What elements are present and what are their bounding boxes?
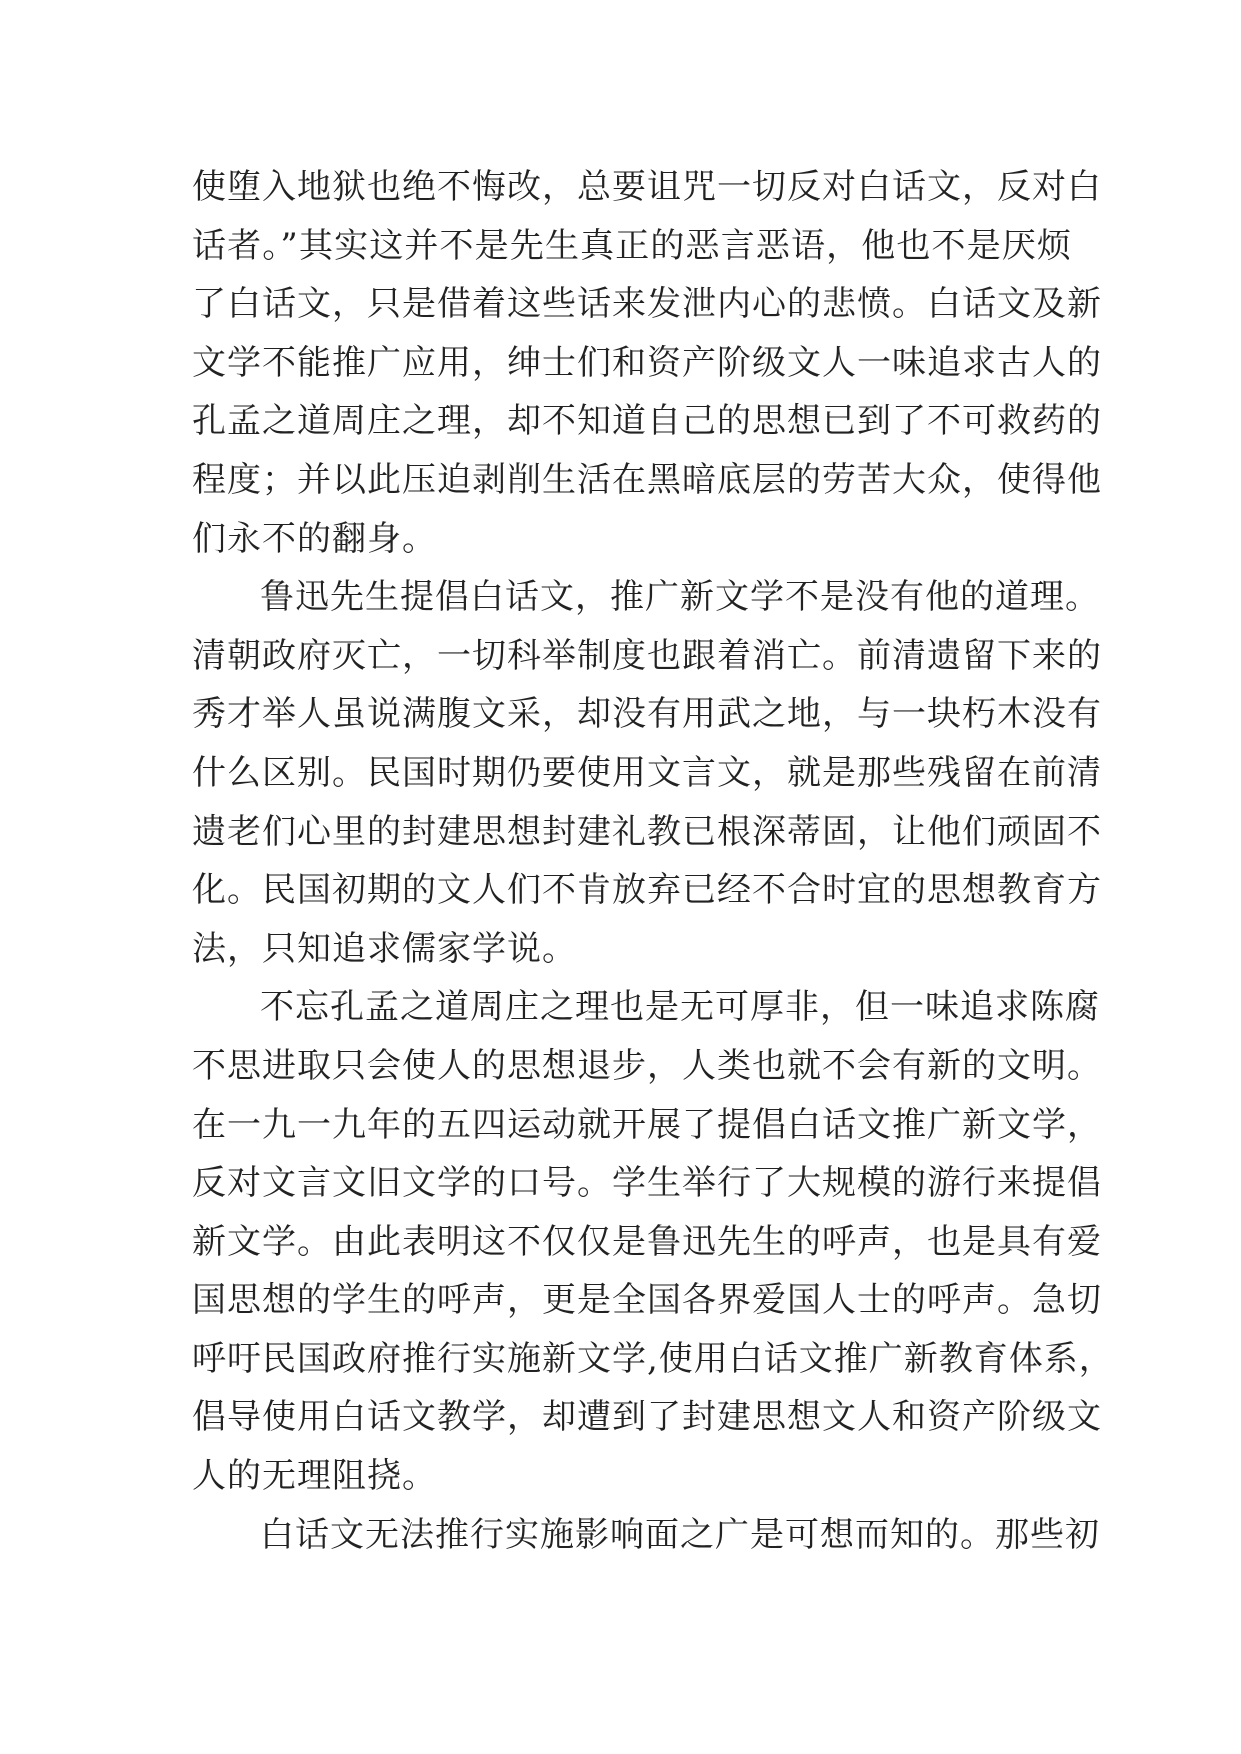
text-line: 清朝政府灭亡，一切科举制度也跟着消亡。前清遗留下来的 [192, 635, 1102, 676]
text-line: 秀才举人虽说满腹文采，却没有用武之地，与一块朽木没有 [192, 694, 1102, 735]
paragraph-first-line: 白话文无法推行实施影响面之广是可想而知的。那些初 [260, 1514, 1100, 1555]
text-line: 文学不能推广应用，绅士们和资产阶级文人一味追求古人的 [192, 342, 1102, 383]
text-line: 反对文言文旧文学的口号。学生举行了大规模的游行来提倡 [192, 1163, 1102, 1204]
text-line: 新文学。由此表明这不仅仅是鲁迅先生的呼声，也是具有爱 [192, 1221, 1102, 1262]
body-text [192, 158, 1114, 1564]
paragraph-first-line: 不忘孔孟之道周庄之理也是无可厚非，但一味追求陈腐 [260, 987, 1100, 1028]
text-line: 什么区别。民国时期仍要使用文言文，就是那些残留在前清 [192, 752, 1102, 793]
text-line: 倡导使用白话文教学，却遭到了封建思想文人和资产阶级文 [192, 1397, 1102, 1438]
text-line: 人的无理阻挠。 [192, 1456, 437, 1497]
text-line: 遗老们心里的封建思想封建礼教已根深蒂固，让他们顽固不 [192, 811, 1102, 852]
text-line: 不思进取只会使人的思想退步，人类也就不会有新的文明。 [192, 1045, 1102, 1086]
text-line: 们永不的翻身。 [192, 518, 437, 559]
text-line: 在一九一九年的五四运动就开展了提倡白话文推广新文学， [192, 1104, 1102, 1145]
text-line: 法，只知追求儒家学说。 [192, 928, 577, 969]
text-line: 使堕入地狱也绝不悔改，总要诅咒一切反对白话文，反对白 [192, 167, 1102, 207]
text-line: 程度；并以此压迫剥削生活在黑暗底层的劳苦大众，使得他 [192, 459, 1102, 500]
text-line: 孔孟之道周庄之理，却不知道自己的思想已到了不可救药的 [192, 401, 1102, 442]
text-line: 话者。”其实这并不是先生真正的恶言恶语，他也不是厌烦 [192, 225, 1072, 266]
text-line: 了白话文，只是借着这些话来发泄内心的悲愤。白话文及新 [192, 284, 1102, 325]
text-line: 呼吁民国政府推行实施新文学,使用白话文推广新教育体系， [192, 1338, 1114, 1379]
text-line: 国思想的学生的呼声，更是全国各界爱国人士的呼声。急切 [192, 1280, 1102, 1321]
paragraph-first-line: 鲁迅先生提倡白话文，推广新文学不是没有他的道理。 [260, 577, 1100, 618]
text-line: 化。民国初期的文人们不肯放弃已经不合时宜的思想教育方 [192, 870, 1102, 911]
